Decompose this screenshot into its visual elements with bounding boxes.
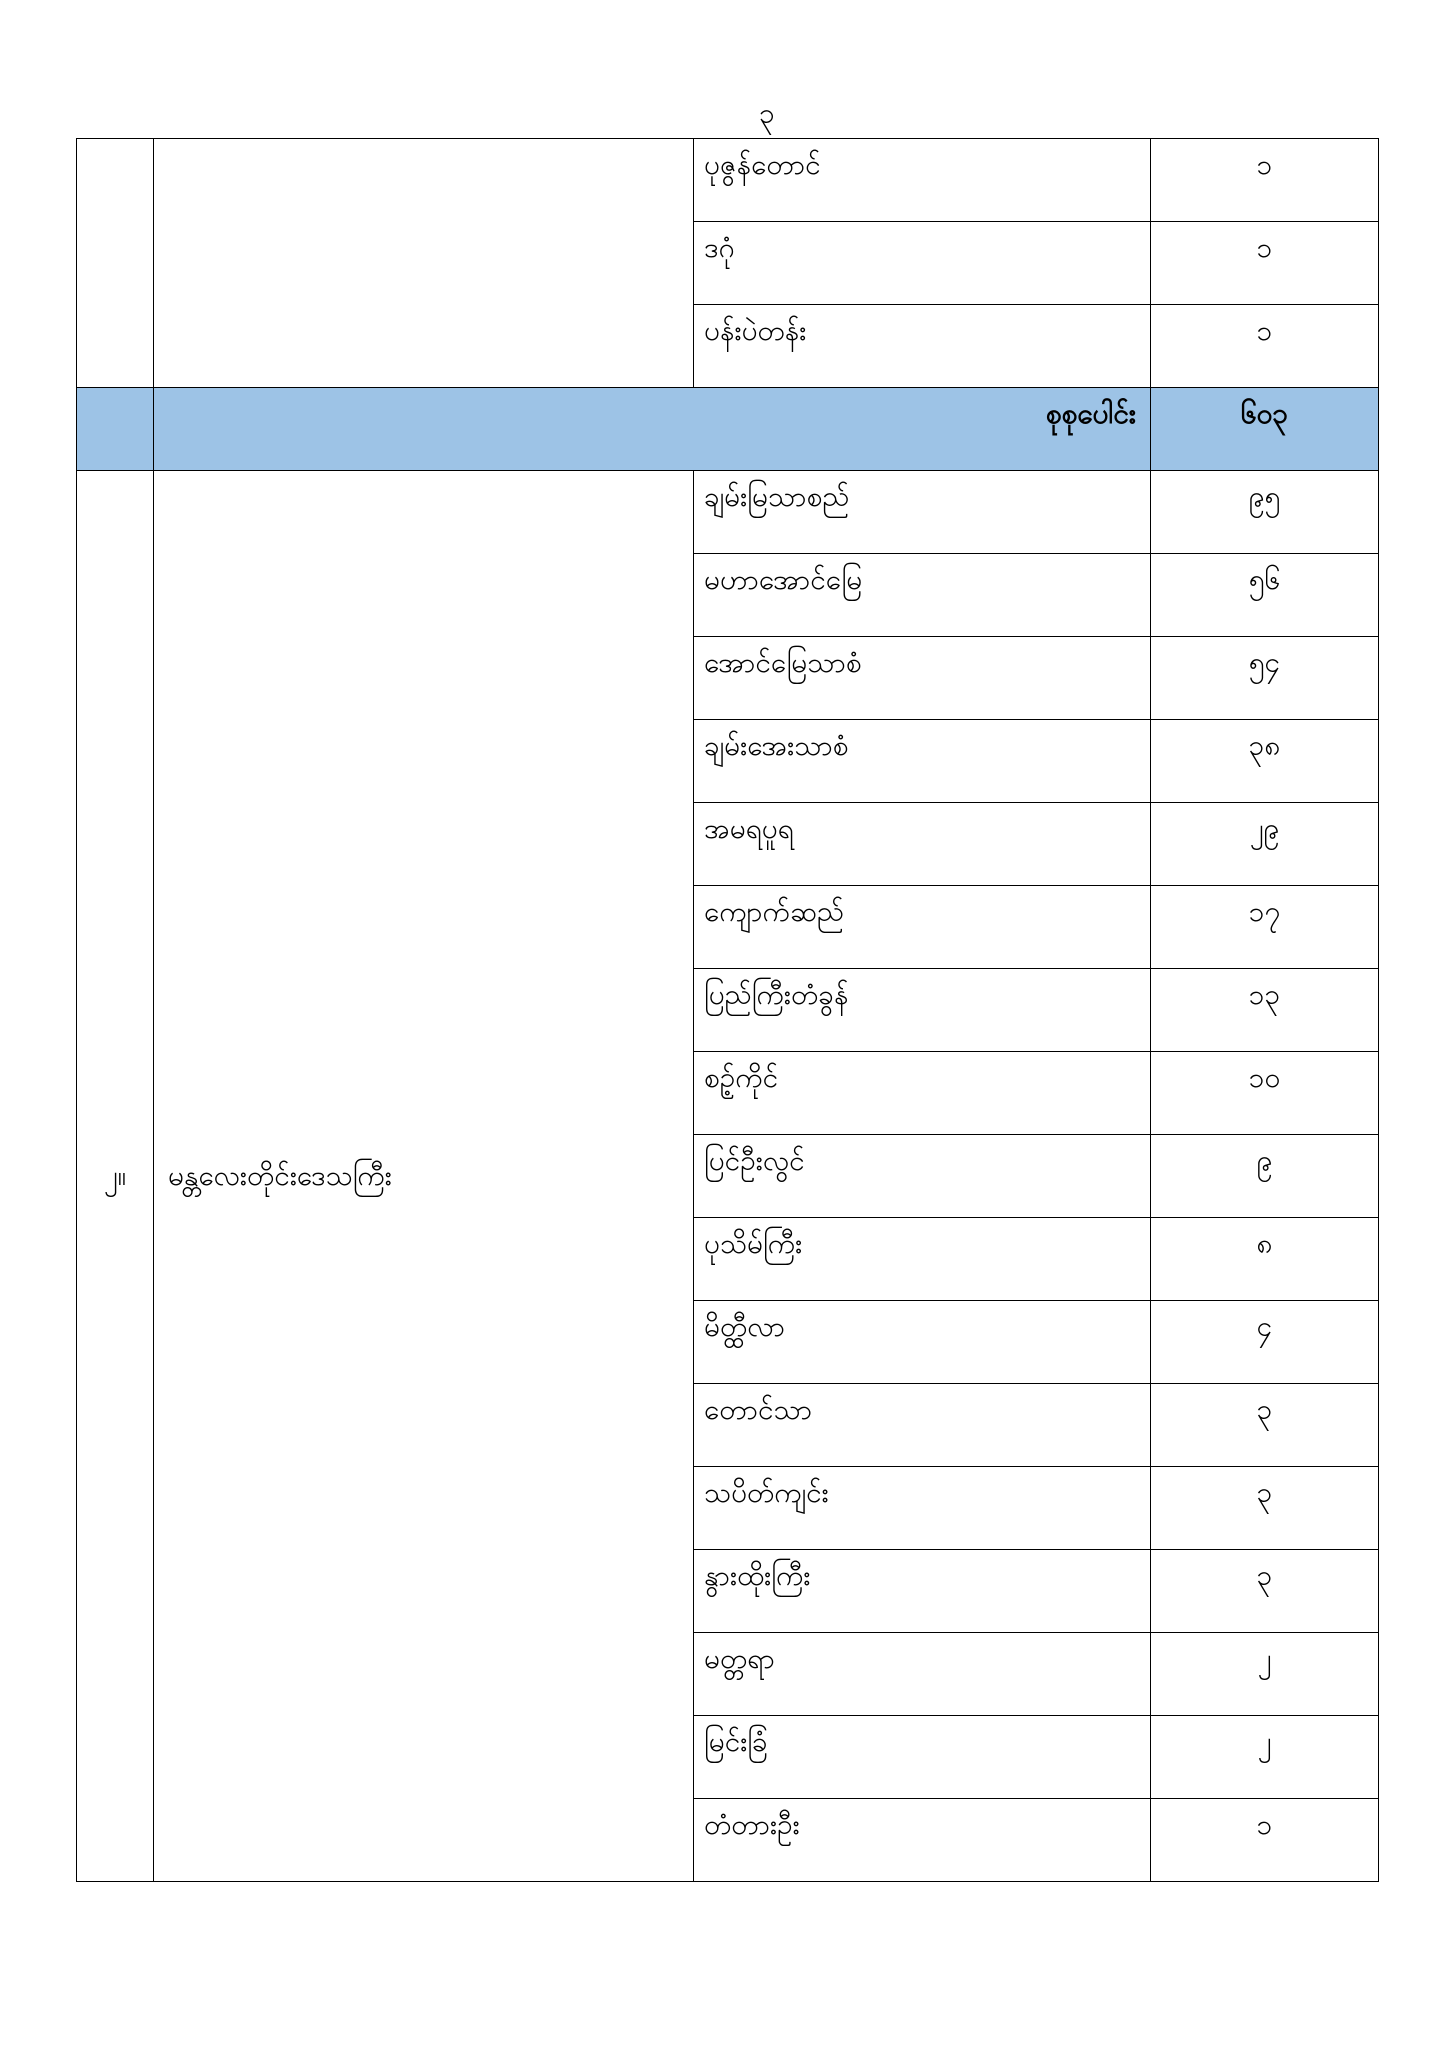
- township-cell: စဉ့်ကိုင်: [694, 1052, 1151, 1135]
- region-cell: [154, 139, 694, 388]
- count-cell: ၁: [1151, 305, 1379, 388]
- count-cell: ၂: [1151, 1633, 1379, 1716]
- row-index-cell: ၂။: [77, 471, 154, 1882]
- count-cell: ၁၀: [1151, 1052, 1379, 1135]
- count-cell: ၃၈: [1151, 720, 1379, 803]
- region-cell: မန္တလေးတိုင်းဒေသကြီး: [154, 471, 694, 1882]
- township-cell: ကျောက်ဆည်: [694, 886, 1151, 969]
- township-cell: ပုဇွန်တောင်: [694, 139, 1151, 222]
- township-cell: ပန်းပဲတန်း: [694, 305, 1151, 388]
- township-cell: မဟာအောင်မြေ: [694, 554, 1151, 637]
- count-cell: ၈: [1151, 1218, 1379, 1301]
- township-cell: သပိတ်ကျင်း: [694, 1467, 1151, 1550]
- count-cell: ၁၇: [1151, 886, 1379, 969]
- township-cell: ပုသိမ်ကြီး: [694, 1218, 1151, 1301]
- count-cell: ၃: [1151, 1384, 1379, 1467]
- township-cell: တောင်သာ: [694, 1384, 1151, 1467]
- township-cell: ချမ်းမြသာစည်: [694, 471, 1151, 554]
- count-cell: ၄: [1151, 1301, 1379, 1384]
- count-cell: ၃: [1151, 1550, 1379, 1633]
- count-cell: ၅၆: [1151, 554, 1379, 637]
- subtotal-label: စုစုပေါင်း: [154, 388, 1151, 471]
- subtotal-row: [77, 388, 1379, 471]
- row-index-cell: [77, 139, 154, 388]
- count-cell: ၁: [1151, 139, 1379, 222]
- count-cell: ၉: [1151, 1135, 1379, 1218]
- township-cell: မိတ္ထီလာ: [694, 1301, 1151, 1384]
- data-table: [76, 138, 1379, 1882]
- count-cell: ၁: [1151, 222, 1379, 305]
- township-cell: ပြည်ကြီးတံခွန်: [694, 969, 1151, 1052]
- township-cell: မြင်းခြံ: [694, 1716, 1151, 1799]
- count-cell: ၂၉: [1151, 803, 1379, 886]
- subtotal-blank-cell: [77, 388, 154, 471]
- township-cell: အမရပူရ: [694, 803, 1151, 886]
- subtotal-value: ၆၀၃: [1151, 388, 1379, 471]
- township-cell: မတ္တရာ: [694, 1633, 1151, 1716]
- township-cell: ဒဂုံ: [694, 222, 1151, 305]
- township-cell: နွားထိုးကြီး: [694, 1550, 1151, 1633]
- count-cell: ၅၄: [1151, 637, 1379, 720]
- township-cell: ပြင်ဦးလွင်: [694, 1135, 1151, 1218]
- count-cell: ၁: [1151, 1799, 1379, 1882]
- table-row: [77, 139, 1379, 222]
- count-cell: ၁၃: [1151, 969, 1379, 1052]
- township-cell: တံတားဦး: [694, 1799, 1151, 1882]
- township-cell: ချမ်းအေးသာစံ: [694, 720, 1151, 803]
- page-number: ၃: [759, 97, 775, 130]
- count-cell: ၃: [1151, 1467, 1379, 1550]
- count-cell: ၉၅: [1151, 471, 1379, 554]
- count-cell: ၂: [1151, 1716, 1379, 1799]
- township-cell: အောင်မြေသာစံ: [694, 637, 1151, 720]
- table-row: [77, 471, 1379, 554]
